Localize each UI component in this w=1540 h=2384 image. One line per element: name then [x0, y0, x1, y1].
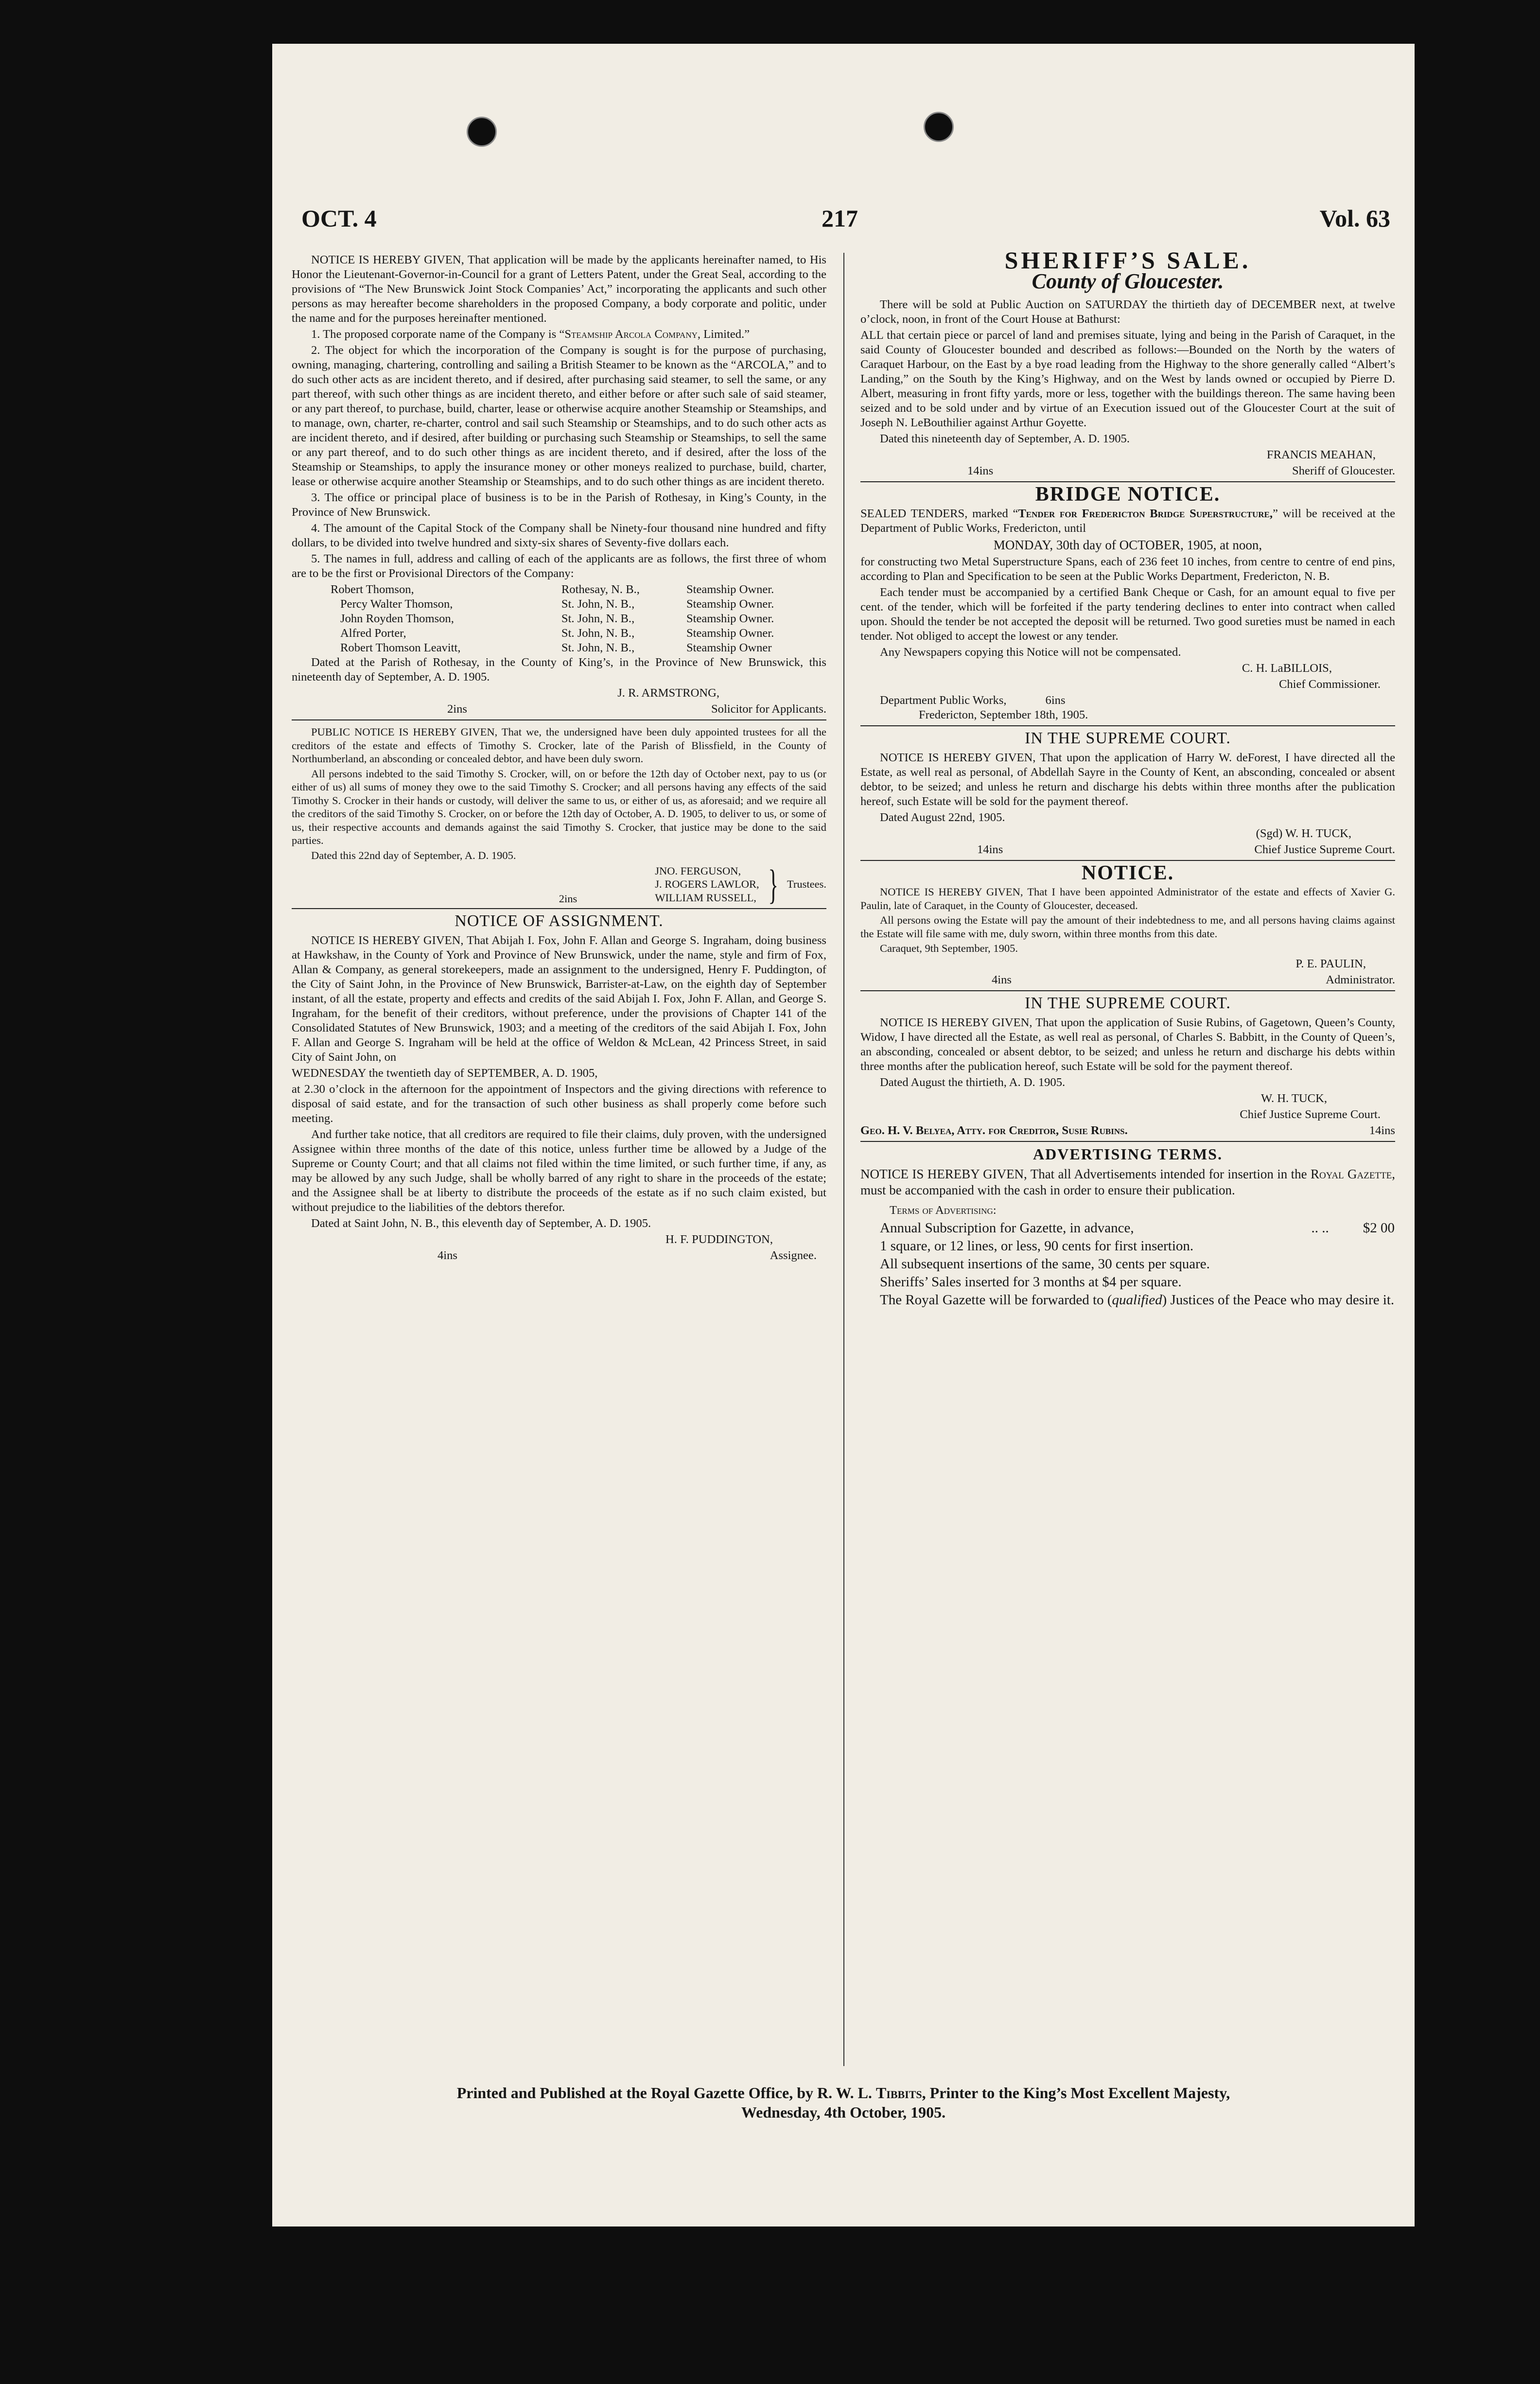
signer-title: Chief Justice Supreme Court. — [1240, 1107, 1381, 1121]
table-row — [292, 597, 826, 612]
notice-intro: That I have been appointed Administrator of the estate and effects of Xavier G. Paulin, late of Caraquet, in the County of Gloucester, deceased. — [860, 886, 1396, 912]
imprint-text: Printed and Published at the Royal Gazette Office, by R. W. L. — [456, 2084, 876, 2102]
notice-intro: That upon the application of Harry W. deForest, I have directed all the Estate, as well real as personal, of Abdellah Sayre in the County of Kent, an absconding, concealed or absent debtor, to be seized; and unless he return and discharge his debts within three months after the publication hereof, such Estate will be sold for the payment thereof. — [860, 751, 1395, 808]
clause-1: 1. The proposed corporate name of the Company is “ — [311, 328, 565, 341]
divider — [860, 990, 1395, 991]
signer-name: P. E. PAULIN, — [1295, 957, 1366, 970]
forward-qualified: qualified — [1112, 1292, 1162, 1308]
applicant-calling: Steamship Owner. — [686, 597, 774, 611]
assignment-notice — [292, 914, 826, 1263]
section-title: SHERIFF’S SALE. — [1004, 246, 1251, 274]
administrator-notice — [860, 862, 1396, 987]
attorney-line: Geo. H. V. Belyea, Atty. for Creditor, Susie Rubins. — [860, 1123, 1128, 1137]
dated-line: Dated August the thirtieth, A. D. 1905. — [880, 1075, 1066, 1089]
table-row — [292, 626, 826, 641]
section-title: BRIDGE NOTICE. — [1035, 483, 1221, 506]
signer-title: Assignee. — [770, 1249, 817, 1262]
table-row — [860, 1273, 1395, 1291]
dated-line: Fredericton, September 18th, 1905. — [919, 708, 1088, 721]
applicant-name: John Royden Thomson, — [340, 612, 454, 625]
supreme-court-notice-1 — [860, 731, 1395, 857]
section-title: IN THE SUPREME COURT. — [1025, 994, 1231, 1012]
terms-heading: Terms of Advertising: — [890, 1203, 997, 1217]
section-title: NOTICE. — [1081, 862, 1174, 884]
column-divider — [843, 253, 844, 2066]
clause-2: 2. The object for which the incorporation of the Company is sought is for the purpose of purchasing, owning, managing, chartering, controlling and sailing a British Steamer to be known as the “ARCOLA,” and to do such other acts as are incident thereto, and if desired, after purchasing said steamer, to sell the same, or any part thereof, with such other things as are incident thereto, and either before or after such sale of said steamer, or any part thereof, to purchase, build, charter, lease or otherwise acquire another Steamship or Steamships, and to manage, own, charter, re-charter, control and sail such Steamship or Steamships, and to do such other acts as are incident thereto, and if desired, after building or purchasing such Steamship or Steamships, to sell the same or any part thereof, and to do such other things as are incident thereto, and if desired, after the loss of the Steamship or Steamships, to apply the insurance money or other moneys realized to purchase, build, charter, lease or otherwise acquire another Steamship or Steamships, and to do such other things as are incident thereto. — [292, 344, 826, 488]
insertions: 6ins — [1045, 694, 1066, 707]
term-dots: .. .. — [1311, 1220, 1329, 1236]
dated-line: Dated this 22nd day of September, A. D. 1905. — [311, 849, 516, 861]
notice-intro-end: must be accompanied with the cash in order to ensure their publication. — [860, 1182, 1235, 1197]
insertions: 4ins — [438, 1249, 457, 1262]
terms-table — [860, 1219, 1395, 1309]
applicant-place: St. John, N. B., — [561, 627, 635, 640]
left-column — [292, 253, 826, 1263]
notice-intro: ” will be received at the Department of Public Works, Fredericton, until — [860, 507, 1395, 535]
applicant-name: Alfred Porter, — [340, 627, 406, 640]
signer-name: J. R. ARMSTRONG, — [617, 686, 719, 700]
applicant-calling: Steamship Owner — [686, 641, 772, 654]
header-volume: Vol. 63 — [1319, 205, 1390, 232]
steamship-notice — [292, 253, 826, 717]
imprint-footer — [292, 2083, 1395, 2122]
notice-intro: That upon the application of Susie Rubins, of Gagetown, Queen’s County, Widow, I have directed all the Estate, as well real as personal, of Charles S. Babbitt, in the County of Queen’s, an absconding, concealed or absent debtor, to be seized; and unless he return and discharge his debts within three months after the publication hereof, such Estate will be sold for the payment thereof. — [860, 1016, 1395, 1073]
bridge-notice — [860, 483, 1395, 722]
divider — [860, 860, 1395, 861]
notice-intro: That application will be made by the applicants hereinafter named, to His Honor the Lieutenant-Governor-in-Council for a grant of Letters Patent, under the Great Seal, according to the provisions of “The New Brunswick Joint Stock Companies’ Act,” incorporating the applicants and such other persons as may hereafter become shareholders in the proposed Company, a body corporate and politic, under the name and for the purposes hereinafter mentioned. — [292, 253, 826, 325]
printer-name: Tibbits — [875, 2084, 922, 2102]
insertions: 14ins — [1369, 1123, 1395, 1137]
divider — [860, 481, 1395, 482]
clause-5: 5. The names in full, address and calling of each of the applicants are as follows, the first three of whom are to be the first or Provisional Directors of the Company: — [292, 552, 826, 580]
signer-title: Chief Commissioner. — [1278, 678, 1381, 691]
gazette-name: Royal Gazette, — [1310, 1166, 1396, 1181]
imprint-date: Wednesday, 4th October, 1905. — [741, 2104, 946, 2121]
gazette-page — [272, 44, 1415, 2226]
punch-hole-left — [467, 117, 497, 147]
punch-hole-right — [924, 112, 954, 142]
section-title: IN THE SUPREME COURT. — [1025, 729, 1231, 747]
signer-name: FRANCIS MEAHAN, — [1266, 448, 1376, 461]
notice-lead: PUBLIC NOTICE IS HEREBY GIVEN, — [311, 726, 498, 738]
notice-body: All persons owing the Estate will pay the amount of their indebtedness to me, and all persons having claims against the Estate will file same with me, duly sworn, within three months from this date. — [860, 914, 1395, 940]
right-column — [860, 246, 1396, 1309]
applicant-place: St. John, N. B., — [561, 612, 635, 625]
notice-lead: SEALED TENDERS, marked “ — [860, 507, 1018, 520]
applicant-name: Robert Thomson Leavitt, — [340, 641, 461, 654]
term-item: All subsequent insertions of the same, 30 cents per square. — [880, 1256, 1210, 1272]
notice-body: And further take notice, that all creditors are required to file their claims, duly proven, with the undersigned Assignee within three months of the date of this notice, unless further time be allowed by a Judge of the Supreme or County Court; and that all claims not filed within the time limited, or such further time, if any, as may be allowed by any such Judge, shall be wholly barred of any right to share in the proceeds of the estate; and the Assignee shall be at liberty to distribute the proceeds of the estate as if no such claim existed, but without prejudice to the liabilities of the debtors therefor. — [292, 1128, 826, 1214]
divider — [292, 719, 826, 720]
applicant-place: Rothesay, N. B., — [561, 583, 640, 596]
notice-lead: NOTICE IS HEREBY GIVEN, — [880, 886, 1023, 898]
dated-line: Dated at Saint John, N. B., this eleventh day of September, A. D. 1905. — [311, 1217, 651, 1230]
trustee-name: J. ROGERS LAWLOR, — [655, 878, 759, 891]
deadline: MONDAY, 30th day of OCTOBER, 1905, at noon, — [993, 538, 1262, 552]
company-name: Steamship Arcola Company, — [564, 328, 701, 341]
term-item: Annual Subscription for Gazette, in advance, — [880, 1220, 1134, 1236]
clause-4: 4. The amount of the Capital Stock of the Company shall be Ninety-four thousand nine hundred and fifty dollars, to be divided into twelve hundred and sixty-six shares of Seventy-five dollars each. — [292, 522, 826, 549]
applicant-place: St. John, N. B., — [561, 641, 635, 654]
insertions: 4ins — [992, 973, 1012, 986]
trustees-notice — [292, 725, 827, 908]
applicant-place: St. John, N. B., — [561, 597, 635, 611]
insertions: 2ins — [447, 702, 467, 716]
brace-icon: } — [768, 861, 778, 908]
signer-title: Sheriff of Gloucester. — [1292, 464, 1395, 477]
imprint-text-end: , Printer to the King’s Most Excellent Majesty, — [922, 2084, 1230, 2102]
tender-mark: Tender for Fredericton Bridge Superstructure, — [1018, 507, 1273, 520]
applicant-calling: Steamship Owner. — [686, 627, 774, 640]
notice-lead: NOTICE IS HEREBY GIVEN, — [880, 751, 1036, 764]
divider — [860, 1141, 1395, 1142]
purpose: for constructing two Metal Superstructure Spans, each of 236 feet 10 inches, from centre to centre of end pins, according to Plan and Specification to be seen at the Public Works Department, Fredericton, N. B. — [860, 555, 1395, 583]
forward-text: The Royal Gazette will be forwarded to ( — [880, 1292, 1112, 1308]
notice-note: Any Newspapers copying this Notice will not be compensated. — [880, 646, 1181, 659]
section-title: NOTICE OF ASSIGNMENT. — [455, 912, 664, 930]
table-row — [860, 1237, 1395, 1255]
applicant-calling: Steamship Owner. — [686, 583, 774, 596]
header-date: OCT. 4 — [301, 205, 377, 232]
notice-intro: That all Advertisements intended for insertion in the — [1030, 1166, 1311, 1181]
signer-title: Chief Justice Supreme Court. — [1254, 843, 1395, 856]
trustee-name: WILLIAM RUSSELL, — [655, 891, 756, 904]
table-row — [292, 612, 826, 626]
table-row — [860, 1219, 1395, 1237]
table-row — [292, 582, 826, 597]
notice-intro: There will be sold at Public Auction on SATURDAY the thirtieth day of DECEMBER next, at twelve o’clock, noon, in front of the Court House at Bathurst: — [860, 298, 1395, 326]
notice-lead: NOTICE IS HEREBY GIVEN, — [311, 253, 464, 266]
notice-body: ALL that certain piece or parcel of land and premises situate, lying and being in the Parish of Caraquet, in the said County of Gloucester bounded and described as follows:—Bounded on the North by the waters of Caraquet Harbour, on the East by a bye road leading from the Highway to the shore generally called “Albert’s Landing,” on the South by the King’s Highway, and on the West by lands owned or occupied by Pierre D. Albert, measuring in front fifty yards, more or less, together with the buildings thereon. The same having been seized and to be sold under and by virtue of an Execution issued out of the Gloucester Court at the suit of Joseph N. LeBouthilier against Arthur Goyette. — [860, 329, 1395, 429]
trustee-role: Trustees. — [787, 878, 826, 891]
department: Department Public Works, — [880, 694, 1007, 707]
insertions: 14ins — [977, 843, 1003, 856]
notice-body: Each tender must be accompanied by a certified Bank Cheque or Cash, for an amount equal to five per cent. of the tender, which will be forfeited if the party tendering declines to enter into contract when called upon. Should the tender be not accepted the deposit will be returned. Two good sureties must be named in each tender. Not obliged to accept the lowest or any tender. — [860, 586, 1395, 643]
divider — [860, 725, 1395, 726]
signer-title: Solicitor for Applicants. — [711, 702, 826, 716]
divider — [292, 908, 826, 909]
header-page-number: 217 — [822, 205, 858, 232]
applicant-name: Robert Thomson, — [331, 583, 414, 596]
notice-intro: That we, the undersigned have been duly appointed trustees for all the creditors of the estate and effects of Timothy S. Crocker, late of the Parish of Blissfield, in the County of Northumberland, an absconding or concealed debtor, and have been duly sworn. — [292, 726, 827, 765]
sheriff-sale — [860, 246, 1395, 478]
dated-line: Caraquet, 9th September, 1905. — [880, 942, 1018, 954]
term-item: Sheriffs’ Sales inserted for 3 months at $4 per square. — [880, 1274, 1182, 1290]
dated-line: Dated August 22nd, 1905. — [880, 811, 1005, 824]
notice-intro: That Abijah I. Fox, John F. Allan and George S. Ingraham, doing business at Hawkshaw, in the County of York and Province of New Brunswick, under the name, style and firm of Fox, Allan & Company, as general storekeepers, made an assignment to the undersigned, Henry F. Puddington, of the City of Saint John, in the Province of New Brunswick, Barrister-at-Law, on the eighth day of September instant, of all the estate, property and effects and credits of the said Abijah I. Fox, John F. Allan, and George S. Ingraham, for the benefit of their creditors, without preference, under the provisions of Chapter 141 of the Consolidated Statutes of New Brunswick, 1903; and a meeting of the creditors of the said Abijah I. Fox, John F. Allan and George S. Ingraham will be held at the office of Weldon & McLean, 42 Princess Street, in said City of Saint John, on — [292, 934, 826, 1064]
signer-name: H. F. PUDDINGTON, — [665, 1233, 773, 1246]
dated-line: Dated at the Parish of Rothesay, in the County of King’s, in the Province of New Brunswick, this nineteenth day of September, A. D. 1905. — [292, 656, 826, 684]
notice-body: All persons indebted to the said Timothy S. Crocker, will, on or before the 12th day of October next, pay to us (or either of us) all sums of money they owe to the said Timothy S. Crocker; and all persons having any effects of the said Timothy S. Crocker in their hands or custody, will deliver the same to us, or either of us, as aforesaid; and we require all the creditors of the said Timothy S. Crocker, on or before the 12th day of October, A. D. 1905, to deliver to us, or some of us, their respective accounts and demands against the said Timothy S. Crocker, that justice may be done to the said parties. — [292, 767, 826, 846]
county-title: County of Gloucester. — [1032, 269, 1224, 293]
notice-lead: NOTICE IS HEREBY GIVEN, — [880, 1016, 1032, 1029]
table-row — [860, 1291, 1395, 1309]
trustee-name: JNO. FERGUSON, — [655, 864, 741, 877]
applicants-table — [292, 582, 826, 655]
signer-title: Administrator. — [1326, 973, 1395, 986]
signer-name: W. H. TUCK, — [1261, 1091, 1327, 1105]
meeting-date: WEDNESDAY the twentieth day of SEPTEMBER, A. D. 1905, — [292, 1067, 598, 1080]
forward-text-end: ) Justices of the Peace who may desire it. — [1162, 1292, 1395, 1308]
term-item: 1 square, or 12 lines, or less, 90 cents for first insertion. — [880, 1238, 1194, 1254]
notice-lead: NOTICE IS HEREBY GIVEN, — [860, 1166, 1027, 1181]
insertions: 2ins — [559, 892, 578, 905]
applicant-calling: Steamship Owner. — [686, 612, 774, 625]
meeting-purpose: at 2.30 o’clock in the afternoon for the appointment of Inspectors and the giving directions with reference to disposal of said estate, and for the transaction of such other business as shall properly come before such meeting. — [292, 1083, 826, 1125]
section-title: ADVERTISING TERMS. — [1033, 1145, 1223, 1163]
clause-3: 3. The office or principal place of business is to be in the Parish of Rothesay, in King’s County, in the Province of New Brunswick. — [292, 491, 826, 519]
table-row — [860, 1255, 1395, 1273]
term-price: $2 00 — [1363, 1220, 1395, 1236]
signer-name: C. H. LaBILLOIS, — [1242, 662, 1332, 675]
clause-1-end: Limited.” — [700, 328, 750, 341]
insertions: 14ins — [967, 464, 994, 477]
advertising-terms — [860, 1147, 1395, 1309]
signer-name: (Sgd) W. H. TUCK, — [1256, 827, 1351, 840]
supreme-court-notice-2 — [860, 996, 1395, 1138]
dated-line: Dated this nineteenth day of September, A. D. 1905. — [880, 432, 1130, 445]
trustee-signatures — [292, 861, 826, 908]
applicant-name: Percy Walter Thomson, — [340, 597, 453, 611]
table-row — [292, 641, 826, 655]
notice-lead: NOTICE IS HEREBY GIVEN, — [311, 934, 464, 947]
